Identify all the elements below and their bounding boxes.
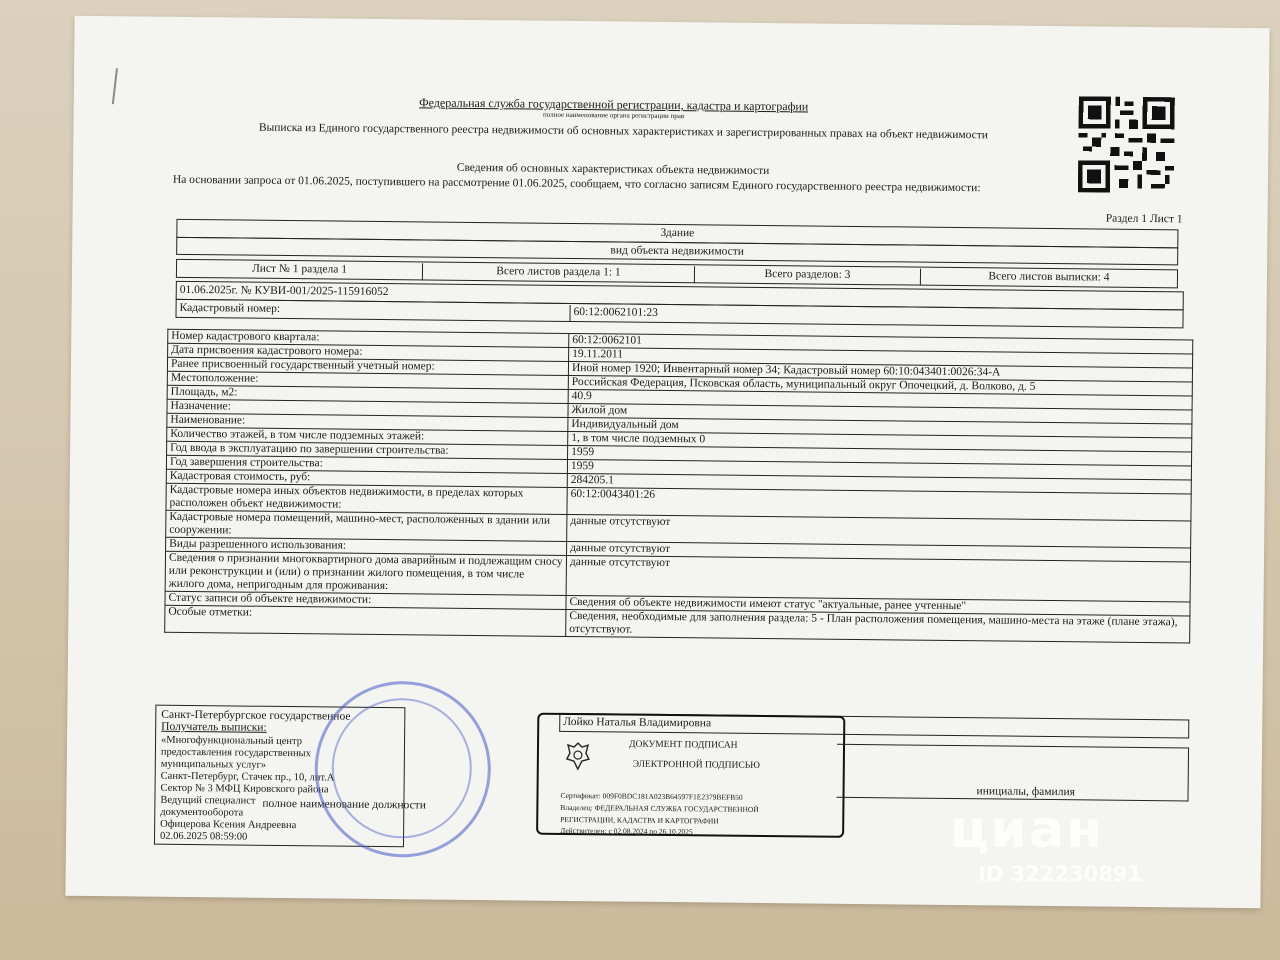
esign-cert: Сертификат: 009F0BDC181A023B64597F1E2379BEFB50 xyxy=(560,790,743,802)
object-type-caption: вид объекта недвижимости xyxy=(610,244,745,258)
electronic-signature-box xyxy=(536,713,845,838)
recipient-line: предоставления государственных xyxy=(160,746,311,760)
esign-owner: Владелец: ФЕДЕРАЛЬНАЯ СЛУЖБА ГОСУДАРСТВЕННОЙ xyxy=(560,802,759,814)
field-value: 60:12:0043401:26 xyxy=(567,487,1191,521)
object-type: Здание xyxy=(660,226,695,240)
field-value: 1959 xyxy=(568,445,1192,466)
field-label: Площадь, м2: xyxy=(167,385,568,403)
recipient-line: Сектор № 3 МФЦ Кировского района xyxy=(160,782,329,796)
field-label: Кадастровая стоимость, руб: xyxy=(166,469,567,487)
esign-line1: ДОКУМЕНТ ПОДПИСАН xyxy=(628,739,738,751)
characteristics-table xyxy=(164,329,1193,644)
field-label: Местоположение: xyxy=(167,371,568,389)
field-value: 1, в том числе подземных 0 xyxy=(568,431,1192,452)
doc-number: 01.06.2025г. № КУВИ-001/2025-115916052 xyxy=(179,283,389,299)
field-value: 284205.1 xyxy=(567,473,1191,494)
coat-of-arms-icon xyxy=(565,741,591,771)
field-value: Индивидуальный дом xyxy=(568,417,1192,438)
field-label: Количество этажей, в том числе подземных этажей: xyxy=(167,427,568,445)
document-sheet xyxy=(65,16,1269,908)
field-value: данные отсутствуют xyxy=(567,541,1191,562)
cadastral-label: Кадастровый номер: xyxy=(176,301,570,322)
field-label: Дата присвоения кадастрового номера: xyxy=(168,343,569,361)
recipient-line: Санкт-Петербург, Стачек пр., 10, лит.А xyxy=(160,770,335,784)
total-sheets-section: Всего листов раздела 1: 1 xyxy=(423,263,695,283)
field-value: Сведения, необходимые для заполнения раздела: 5 - План расположения помещения, машино-места на этаже (плане этажа), отсутствуют. xyxy=(566,609,1190,643)
field-value: Иной номер 1920; Инвентарный номер 34; Кадастровый номер 60:10:043401:0026:34-А xyxy=(568,361,1192,382)
recipient-org: Санкт-Петербургское государственное xyxy=(161,708,351,723)
recipient-line: Офицерова Ксения Андреевна xyxy=(160,818,297,832)
field-label: Ранее присвоенный государственный учетный номер: xyxy=(167,357,568,375)
recipient-line: 02.06.2025 08:59:00 xyxy=(159,830,248,843)
section-sheet-label: Раздел 1 Лист 1 xyxy=(1105,212,1183,226)
field-value: Российская Федерация, Псковская область, муниципальный округ Опочецкий, д. Волково, д. 5 xyxy=(568,375,1192,396)
sheet-number: Лист № 1 раздела 1 xyxy=(177,261,423,281)
watermark-id: ID 322230891 xyxy=(978,862,1143,886)
total-sections: Всего разделов: 3 xyxy=(695,266,921,285)
agency-subcaption: полное наименование органа регистрации прав xyxy=(542,110,685,121)
esign-line2: ЭЛЕКТРОННОЙ ПОДПИСЬЮ xyxy=(632,759,761,771)
field-label: Сведения о признании многоквартирного дома аварийным и подлежащим сносу или реконструкции и (или) о признании жилого помещения, в том числе жилого дома, непригодным для проживания: xyxy=(165,551,566,595)
field-value: Сведения об объекте недвижимости имеют статус "актуальные, ранее учтенные" xyxy=(566,595,1190,616)
watermark-brand: циан xyxy=(950,800,1104,860)
section-title: Сведения об основных характеристиках объекта недвижимости xyxy=(456,161,770,178)
field-label: Кадастровые номера иных объектов недвижимости, в пределах которых расположен объект недвижимости: xyxy=(166,483,567,514)
field-label: Особые отметки: xyxy=(165,605,566,636)
field-label: Год ввода в эксплуатацию по завершении строительства: xyxy=(167,441,568,459)
cadastral-value: 60:12:0062101:23 xyxy=(573,306,658,319)
field-value: Жилой дом xyxy=(568,403,1192,424)
field-label: Номер кадастрового квартала: xyxy=(168,329,569,347)
signature-caption: инициалы, фамилия xyxy=(976,785,1076,799)
field-label: Наименование: xyxy=(167,413,568,431)
field-label: Назначение: xyxy=(167,399,568,417)
field-value: 1959 xyxy=(567,459,1191,480)
request-basis: На основании запроса от 01.06.2025, поступившего на рассмотрение 01.06.2025, сообщаем, что согласно записям Единого государственного реестра недвижимости: xyxy=(172,173,981,195)
esign-owner2: РЕГИСТРАЦИИ, КАДАСТРА И КАРТОГРАФИИ xyxy=(560,814,719,826)
recipient-label: Получатель выписки: xyxy=(161,720,267,734)
total-sheets: Всего листов выписки: 4 xyxy=(988,270,1110,284)
agency-name: Федеральная служба государственной регистрации, кадастра и картографии xyxy=(419,95,809,114)
qr-code xyxy=(1078,96,1175,193)
field-label: Статус записи об объекте недвижимости: xyxy=(165,591,566,609)
field-value: данные отсутствуют xyxy=(567,514,1191,548)
document-title: Выписка из Единого государственного реестра недвижимости об основных характеристиках и зарегистрированных правах на объект недвижимости xyxy=(258,121,989,142)
recipient-line: Ведущий специалист xyxy=(160,794,256,807)
field-label: Год завершения строительства: xyxy=(166,455,567,473)
field-value: 19.11.2011 xyxy=(569,347,1193,368)
field-value: данные отсутствуют xyxy=(566,555,1190,602)
recipient-line: документооборота xyxy=(160,806,244,819)
pen-mark xyxy=(112,68,118,104)
recipient-line: «Многофункциональный центр xyxy=(161,734,303,748)
recipient-name: Лойко Наталья Владимировна xyxy=(563,715,712,730)
round-stamp xyxy=(314,680,492,858)
field-label: Кадастровые номера помещений, машино-мест, расположенных в здании или сооружении: xyxy=(166,510,567,541)
recipient-line: муниципальных услуг» xyxy=(160,758,267,771)
cian-watermark xyxy=(950,800,1143,886)
field-value: 40.9 xyxy=(568,389,1192,410)
position-caption: полное наименование должности xyxy=(262,797,426,812)
field-value: 60:12:0062101 xyxy=(569,333,1193,354)
esign-valid: Действителен: с 02.08.2024 по 26.10.2025 xyxy=(560,825,693,837)
field-label: Виды разрешенного использования: xyxy=(166,537,567,555)
